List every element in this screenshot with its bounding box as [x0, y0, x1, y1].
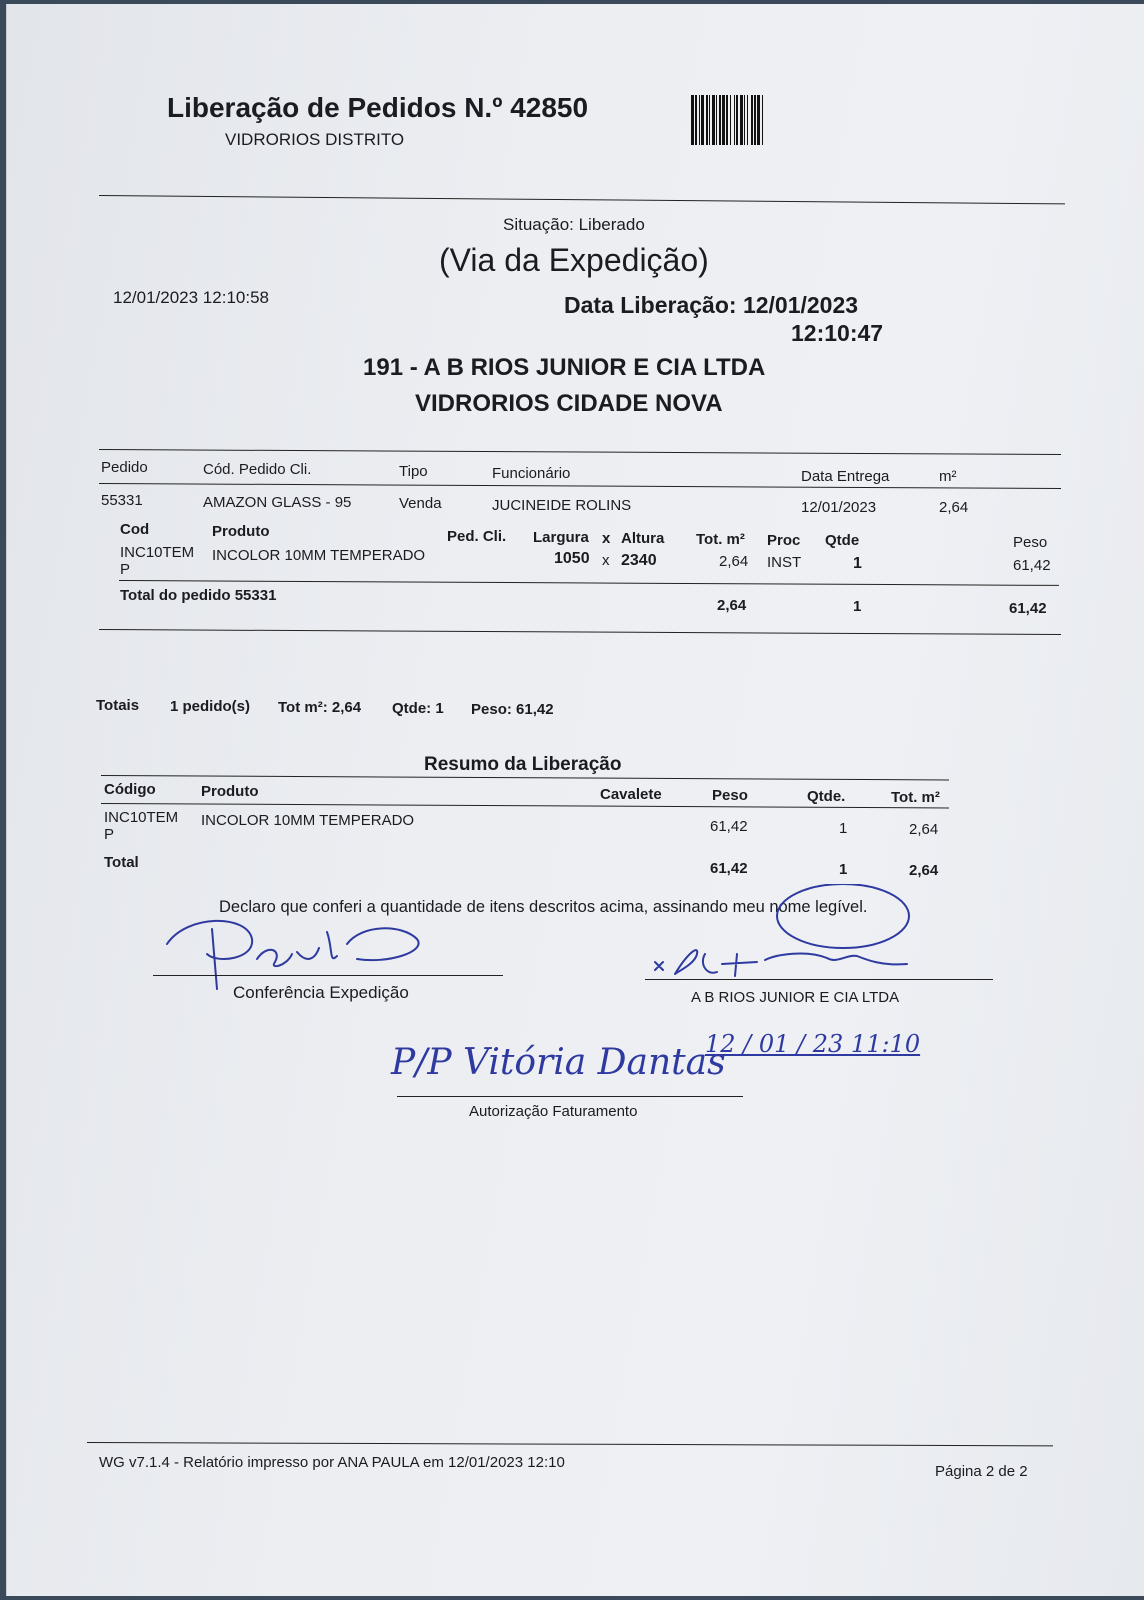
- summary-total-label: Total: [104, 854, 139, 871]
- item-qtde: 1: [853, 555, 862, 572]
- order-total-m2: 2,64: [717, 597, 747, 614]
- summary-title: Resumo da Liberação: [424, 754, 622, 775]
- item-header-altura: Altura: [621, 530, 665, 547]
- item-tot-m2: 2,64: [719, 553, 749, 570]
- barcode: [691, 95, 863, 145]
- item-code-line1: INC10TEM: [120, 544, 195, 561]
- item-code-line2: P: [120, 561, 131, 578]
- header-line: [99, 483, 1061, 489]
- client-signature-label: A B RIOS JUNIOR E CIA LTDA: [691, 989, 900, 1006]
- employee-name: JUCINEIDE ROLINS: [492, 497, 632, 514]
- col-header-data-entrega: Data Entrega: [801, 468, 890, 485]
- item-x: x: [602, 552, 610, 569]
- client-signature: [647, 884, 947, 984]
- order-total-peso: 61,42: [1009, 600, 1047, 617]
- summary-header-produto: Produto: [201, 783, 259, 800]
- divider: [99, 195, 1065, 204]
- print-datetime: 12/01/2023 12:10:58: [113, 288, 269, 307]
- summary-code-line2: P: [104, 826, 115, 843]
- table-bottom-line: [99, 629, 1061, 635]
- summary-header-peso: Peso: [712, 787, 748, 804]
- client-order-code: AMAZON GLASS - 95: [203, 494, 352, 511]
- col-header-funcionario: Funcionário: [492, 465, 571, 482]
- delivery-date: 12/01/2023: [801, 499, 877, 516]
- col-header-tipo: Tipo: [399, 463, 428, 480]
- copy-type: (Via da Expedição): [439, 242, 709, 278]
- col-header-m2: m²: [939, 468, 957, 485]
- summary-header-codigo: Código: [104, 781, 156, 798]
- order-number: 55331: [101, 492, 143, 509]
- totals-peso: Peso: 61,42: [471, 701, 554, 718]
- summary-header-cavalete: Cavalete: [600, 786, 662, 803]
- item-header-tot-m2: Tot. m²: [696, 531, 745, 548]
- autorizacao-label: Autorização Faturamento: [469, 1103, 638, 1120]
- item-total-line: [119, 580, 1059, 586]
- order-type: Venda: [399, 495, 442, 512]
- declaration-text: Declaro que conferi a quantidade de itens descritos acima, assinando meu nome legível.: [219, 898, 868, 916]
- summary-peso: 61,42: [710, 818, 748, 835]
- release-time: 12:10:47: [791, 320, 884, 346]
- document-page: [6, 4, 1144, 1596]
- col-header-pedido: Pedido: [101, 459, 148, 476]
- order-total-label: Total do pedido 55331: [120, 587, 277, 604]
- status-text: Situação: Liberado: [503, 215, 645, 234]
- client-line: [645, 979, 993, 980]
- item-width: 1050: [554, 550, 590, 567]
- summary-header-tot-m2: Tot. m²: [891, 789, 940, 806]
- footer-line: [87, 1442, 1053, 1446]
- item-header-cod: Cod: [120, 521, 150, 538]
- summary-qtde: 1: [839, 820, 848, 837]
- document-title: Liberação de Pedidos N.º 42850: [167, 92, 589, 123]
- conferencia-label: Conferência Expedição: [233, 983, 409, 1002]
- totals-qtde: Qtde: 1: [392, 700, 444, 717]
- item-header-qtde: Qtde: [825, 532, 860, 549]
- totals-label: Totais: [96, 697, 140, 714]
- item-header-ped-cli: Ped. Cli.: [447, 528, 507, 545]
- summary-total-peso: 61,42: [710, 860, 748, 877]
- item-peso: 61,42: [1013, 557, 1051, 574]
- col-header-cod-pedido-cli: Cód. Pedido Cli.: [203, 461, 312, 478]
- company-name: VIDRORIOS DISTRITO: [225, 130, 405, 149]
- autorizacao-line: [397, 1096, 743, 1097]
- client-store: VIDRORIOS CIDADE NOVA: [415, 390, 723, 417]
- item-height: 2340: [621, 552, 657, 569]
- totals-m2: Tot m²: 2,64: [278, 699, 362, 716]
- item-header-x: x: [602, 530, 611, 547]
- totals-pedidos: 1 pedido(s): [170, 698, 251, 715]
- item-proc: INST: [767, 554, 802, 571]
- item-product: INCOLOR 10MM TEMPERADO: [212, 547, 426, 564]
- item-header-peso: Peso: [1013, 534, 1048, 551]
- conferencia-line: [153, 975, 503, 976]
- summary-code-line1: INC10TEM: [104, 809, 179, 826]
- summary-tot-m2: 2,64: [909, 821, 939, 838]
- summary-total-m2: 2,64: [909, 862, 939, 879]
- order-total-qtde: 1: [853, 598, 862, 615]
- release-date: Data Liberação: 12/01/2023: [564, 292, 859, 318]
- item-header-produto: Produto: [212, 523, 270, 540]
- footer-printed-by: WG v7.1.4 - Relatório impresso por ANA PAULA em 12/01/2023 12:10: [99, 1454, 565, 1471]
- item-header-largura: Largura: [533, 529, 589, 546]
- table-top-line: [99, 449, 1061, 455]
- client-name: 191 - A B RIOS JUNIOR E CIA LTDA: [363, 354, 766, 381]
- item-header-proc: Proc: [767, 532, 801, 549]
- order-m2: 2,64: [939, 499, 969, 516]
- page-number: Página 2 de 2: [935, 1463, 1028, 1480]
- handwritten-date: 12 / 01 / 23 11:10: [705, 1030, 921, 1058]
- summary-header-qtde: Qtde.: [807, 788, 846, 805]
- summary-product: INCOLOR 10MM TEMPERADO: [201, 812, 415, 829]
- conferencia-signature: [157, 904, 457, 994]
- autorizacao-signature: P/P Vitória Dantas: [391, 1042, 726, 1083]
- summary-total-qtde: 1: [839, 861, 848, 878]
